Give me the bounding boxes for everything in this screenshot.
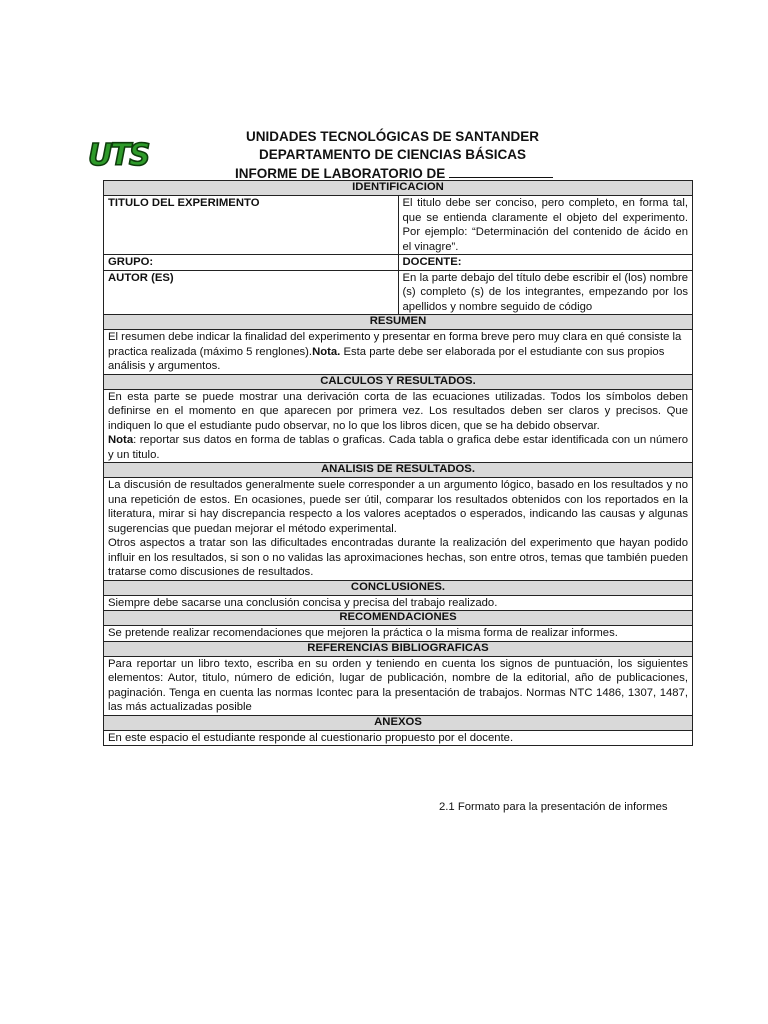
calculos-body [104,389,693,463]
resumen-nota: Nota. [312,345,341,358]
section-anexos-heading: ANEXOS [104,715,693,730]
grupo-docente-row [104,255,693,271]
resumen-text-b: Esta parte debe ser elaborada por el estudiante con sus propios análisis y argumentos. [108,345,665,372]
section-analisis-heading: ANALISIS DE RESULTADOS. [104,463,693,478]
section-referencias-row [104,641,693,656]
recomendaciones-body-row [104,626,693,642]
section-analisis-row [104,463,693,478]
section-recomendaciones-row [104,611,693,626]
institution-name: UNIDADES TECNOLÓGICAS DE SANTANDER [246,129,540,144]
titulo-label: TITULO DEL EXPERIMENTO [104,196,399,255]
uts-logo [86,132,150,172]
analisis-text-1: La discusión de resultados generalmente suele corresponder a un argumento lógico, basado en los resultados y no una repetición de estos. En ocasiones, puede ser útil, comparar los resultados obtenidos con los reportados en la literatura, mirar si hay discrepancia respecto a los valores aceptados o esperados, indicando las causas y algunas sugerencias que puedan mejorar el método experimental. [108,479,688,535]
resumen-text-a: El resumen debe indicar la finalidad del experimento y presentar en forma breve pero muy clara en qué consiste la practica realizada (máximo 5 renglones). [108,331,682,358]
resumen-body [104,330,693,375]
report-format-table [103,180,693,746]
anexos-text: En este espacio el estudiante responde al cuestionario propuesto por el docente. [104,730,693,746]
autor-text: En la parte debajo del título debe escribir el (los) nombre (s) completo (s) de los integrantes, empezando por los apellidos y nombre seguido de código [398,270,693,315]
analisis-body-row [104,478,693,581]
calculos-text: En esta parte se puede mostrar una derivación corta de las ecuaciones utilizadas. Todos los símbolos deben definirse en el momento en que aparecen por primera vez. Los resultados deben ser claros y precisos. Que indiquen lo que el estudiante pudo observar, no lo que los libros dicen, que se ha debido observar. [108,390,688,432]
figure-caption: 2.1 Formato para la presentación de informes [439,801,668,813]
section-anexos-row [104,715,693,730]
section-resumen-heading: RESUMEN [104,315,693,330]
resumen-body-row [104,330,693,375]
section-conclusiones-heading: CONCLUSIONES. [104,580,693,595]
anexos-body-row [104,730,693,746]
section-recomendaciones-heading: RECOMENDACIONES [104,611,693,626]
conclusiones-body-row [104,595,693,611]
titulo-row [104,196,693,255]
titulo-text: El titulo debe ser conciso, pero completo, en forma tal, que se entienda claramente el objeto del experimento. Por ejemplo: “Determinación del contenido de ácido en el vinagre”. [398,196,693,255]
department-name: DEPARTAMENTO DE CIENCIAS BÁSICAS [259,147,527,162]
recomendaciones-text: Se pretende realizar recomendaciones que mejoren la práctica o la misma forma de realizar informes. [104,626,693,642]
conclusiones-text: Siempre debe sacarse una conclusión concisa y precisa del trabajo realizado. [104,595,693,611]
docente-label: DOCENTE: [398,255,693,271]
section-referencias-heading: REFERENCIAS BIBLIOGRAFICAS [104,641,693,656]
lab-name-blank-line [449,164,553,178]
calculos-nota-text: : reportar sus datos en forma de tablas o graficas. Cada tabla o grafica debe estar identificada con un número y un titulo. [108,434,688,461]
referencias-text: Para reportar un libro texto, escriba en su orden y teniendo en cuenta los signos de puntuación, los siguientes elementos: Autor, titulo, número de edición, lugar de publicación, nombre de la editorial, año de publicaciones, paginación. Tenga en cuenta las normas Icontec para la presentación de trabajos. Normas NTC 1486, 1307, 1487, las más actualizadas posible [104,656,693,715]
section-resumen-row [104,315,693,330]
section-calculos-heading: CALCULOS Y RESULTADOS. [104,374,693,389]
section-calculos-row [104,374,693,389]
calculos-nota-line [108,433,688,462]
calculos-body-row [104,389,693,463]
uts-logo-text: UTS [88,138,149,172]
autor-row [104,270,693,315]
section-identificacion-row [104,181,693,196]
autor-label: AUTOR (ES) [104,270,399,315]
referencias-body-row [104,656,693,715]
section-conclusiones-row [104,580,693,595]
section-identificacion-heading: IDENTIFICACION [104,181,693,196]
analisis-body [104,478,693,581]
calculos-nota: Nota [108,434,134,446]
grupo-label: GRUPO: [104,255,399,271]
report-title-text: INFORME DE LABORATORIO DE [235,166,446,181]
analisis-text-2: Otros aspectos a tratar son las dificultades encontradas durante la realización del experimento que hayan podido influir en los resultados, si son o no validas las aproximaciones hechas, son entre otros, temas que también pueden tratarse como discusiones de resultados. [108,537,688,578]
